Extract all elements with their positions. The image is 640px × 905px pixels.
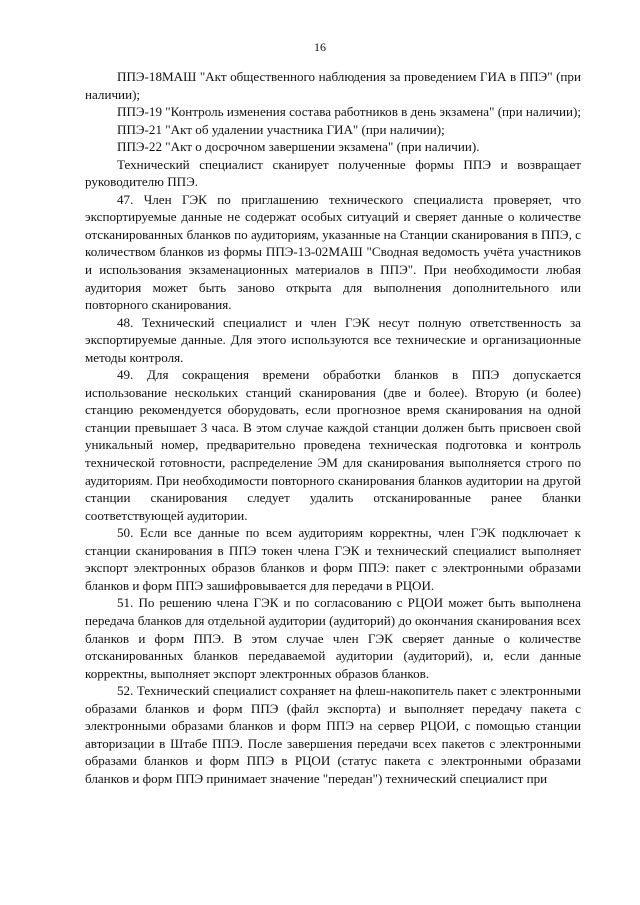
paragraph-47: 47. Член ГЭК по приглашению технического специалиста проверяет, что экспортируемые данные не содержат особых ситуаций и сверяет данные о количестве отсканированных бланков по аудиториям, указанные на Станции сканирования в ППЭ, с количеством бланков из формы ППЭ-13-02МАШ "Сводная ведомость учёта участников и использования экзаменационных материалов в ППЭ". При необходимости любая аудитория может быть заново открыта для выполнения дополнительного или повторного сканирования. <box>85 191 581 313</box>
page-number: 16 <box>314 40 326 54</box>
paragraph-52: 52. Технический специалист сохраняет на флеш-накопитель пакет с электронными образами бланков и форм ППЭ (файл экспорта) и выполняет передачу пакета с электронными образами бланков и форм ППЭ на сервер РЦОИ, с помощью станции авторизации в Штабе ППЭ. После завершения передачи всех пакетов с электронными образами бланков и форм ППЭ в РЦОИ (статус пакета с электронными образами бланков и форм ППЭ принимает значение "передан") технический специалист при <box>85 683 581 786</box>
paragraph-form-ppe-21: ППЭ-21 "Акт об удалении участника ГИА" (при наличии); <box>117 121 445 137</box>
paragraph-form-ppe-22: ППЭ-22 "Акт о досрочном завершении экзамена" (при наличии). <box>117 139 480 155</box>
paragraph-49: 49. Для сокращения времени обработки бланков в ППЭ допускается использование нескольких станций сканирования (две и более). Вторую (и более) станцию рекомендуется оборудовать, если прогнозное время сканирования на одной станции превышает 3 часа. В этом случае каждой станции должен быть присвоен свой уникальный номер, предварительно проведена техническая подготовка и контроль технической готовности, распределение ЭМ для сканирования выполняется строго по аудиториям. При необходимости повторного сканирования бланков аудитории на другой станции сканирования следует удалить отсканированные ранее бланки соответствующей аудитории. <box>85 367 581 523</box>
paragraph-form-ppe-18: ППЭ-18МАШ "Акт общественного наблюдения за проведением ГИА в ППЭ" (при наличии); <box>85 69 581 102</box>
document-body <box>85 68 581 787</box>
paragraph-48: 48. Технический специалист и член ГЭК несут полную ответственность за экспортируемые данные. Для этого используются все технические и организационные методы контроля. <box>85 314 581 365</box>
paragraph-scan-forms: Технический специалист сканирует полученные формы ППЭ и возвращает руководителю ППЭ. <box>85 156 581 190</box>
paragraph-50: 50. Если все данные по всем аудиториям корректны, член ГЭК подключает к станции сканирования в ППЭ токен члена ГЭК и технический специалист выполняет экспорт электронных образов бланков и форм ППЭ: пакет с электронными образами бланков и форм ППЭ зашифровывается для передачи в РЦОИ. <box>85 525 581 593</box>
paragraph-51: 51. По решению члена ГЭК и по согласованию с РЦОИ может быть выполнена передача бланков для отдельной аудитории (аудиторий) до окончания сканирования всех бланков и форм ППЭ. В этом случае член ГЭК сверяет данные о количестве отсканированных бланков передаваемой аудитории (аудиторий), и, если данные корректны, выполняет экспорт электронных образов бланков. <box>85 595 581 681</box>
paragraph-form-ppe-19: ППЭ-19 "Контроль изменения состава работников в день экзамена" (при наличии); <box>117 104 581 120</box>
